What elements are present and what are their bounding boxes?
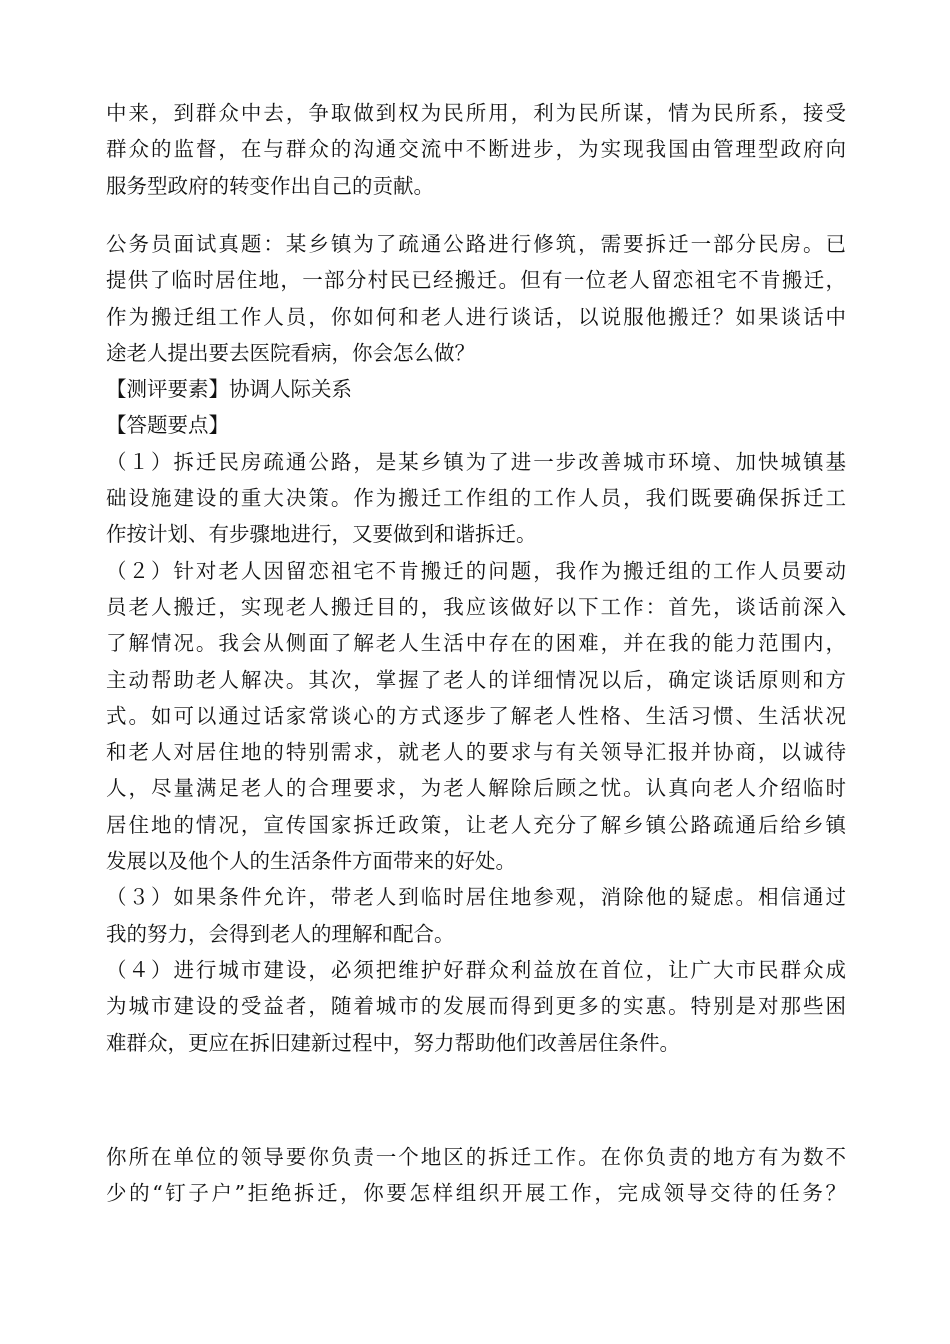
text-line: 少的“钉子户”拒绝拆迁，你要怎样组织开展工作，完成领导交待的任务？ — [106, 1181, 846, 1206]
point-1-line: 作按计划、有步骤地进行，又要做到和谐拆迁。 — [106, 522, 537, 547]
text-line: 中来，到群众中去，争取做到权为民所用，利为民所谋，情为民所系，接受 — [106, 101, 846, 125]
text-line: 群众的监督，在与群众的沟通交流中不断进步，为实现我国由管理型政府向 — [106, 137, 846, 162]
point-1-line: 础设施建设的重大决策。作为搬迁工作组的工作人员，我们既要确保拆迁工 — [106, 486, 846, 511]
text-line: 公务员面试真题：某乡镇为了疏通公路进行修筑，需要拆迁一部分民房。已 — [106, 232, 846, 256]
point-2-line: 和老人对居住地的特别需求，就老人的要求与有关领导汇报并协商，以诚待 — [106, 740, 846, 765]
text-line: 提供了临时居住地，一部分村民已经搬迁。但有一位老人留恋祖宅不肯搬迁， — [106, 268, 846, 293]
point-2-line: 式。如可以通过话家常谈心的方式逐步了解老人性格、生活习惯、生活状况 — [106, 703, 846, 728]
text-line: 途老人提出要去医院看病，你会怎么做？ — [106, 340, 475, 365]
point-2-line: 发展以及他个人的生活条件方面带来的好处。 — [106, 849, 516, 874]
text-line: 服务型政府的转变作出自己的贡献。 — [106, 173, 434, 198]
point-3-line: （３）如果条件允许，带老人到临时居住地参观，消除他的疑虑。相信通过 — [106, 885, 846, 910]
point-3-line: 我的努力，会得到老人的理解和配合。 — [106, 921, 455, 946]
point-4-line: 为城市建设的受益者，随着城市的发展而得到更多的实惠。特别是对那些困 — [106, 994, 846, 1019]
point-2-line: 主动帮助老人解决。其次，掌握了老人的详细情况以后，确定谈话原则和方 — [106, 667, 846, 692]
point-2-line: 人，尽量满足老人的合理要求，为老人解除后顾之忧。认真向老人介绍临时 — [106, 776, 846, 801]
answer-points-heading: 【答题要点】 — [106, 413, 229, 438]
demolition-question — [106, 1139, 846, 1212]
point-2-line: （２）针对老人因留恋祖宅不肯搬迁的问题，我作为搬迁组的工作人员要动 — [106, 558, 846, 583]
point-2-line: 员老人搬迁，实现老人搬迁目的，我应该做好以下工作：首先，谈话前深入 — [106, 594, 846, 619]
point-4-line: （４）进行城市建设，必须把维护好群众利益放在首位，让广大市民群众成 — [106, 957, 846, 982]
point-2-line: 居住地的情况，宣传国家拆迁政策，让老人充分了解乡镇公路疏通后给乡镇 — [106, 812, 846, 837]
point-4-line: 难群众，更应在拆旧建新过程中，努力帮助他们改善居住条件。 — [106, 1030, 680, 1055]
text-line: 作为搬迁组工作人员，你如何和老人进行谈话，以说服他搬迁？如果谈话中 — [106, 304, 846, 329]
interview-question — [106, 226, 846, 1061]
point-1-line: （１）拆迁民房疏通公路，是某乡镇为了进一步改善城市环境、加快城镇基 — [106, 449, 846, 474]
paragraph-intro — [106, 95, 846, 204]
text-line: 你所在单位的领导要你负责一个地区的拆迁工作。在你负责的地方有为数不 — [106, 1145, 846, 1169]
point-2-line: 了解情况。我会从侧面了解老人生活中存在的困难，并在我的能力范围内， — [106, 631, 846, 656]
evaluation-factor-label: 【测评要素】协调人际关系 — [106, 377, 352, 402]
